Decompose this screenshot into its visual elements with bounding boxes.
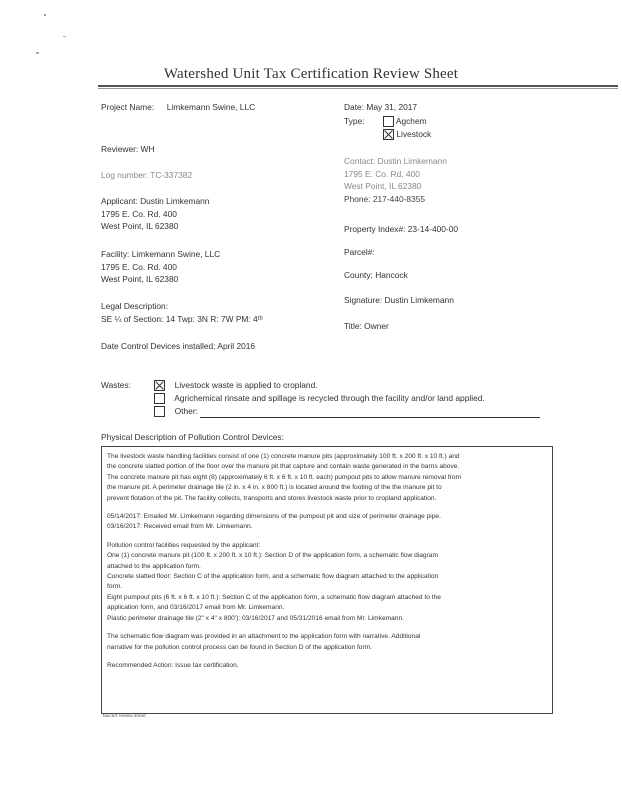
p3-line: attached to the application form. — [107, 562, 201, 570]
p1-line: the manure pit. A perimeter drainage tile (2 in. x 4 in. x 800 ft.) is located around the footing of the the manure pit to — [107, 484, 442, 492]
legal-description-block — [101, 300, 263, 325]
project-name-row — [101, 101, 255, 114]
scan-speck — [36, 52, 39, 54]
legal-description-value: SE ¼ of Section: 14 Twp: 3N R: 7W PM: 4ᵗʰ — [101, 313, 263, 324]
waste-livestock-checkbox-checked[interactable] — [154, 380, 165, 391]
scan-speck — [44, 14, 46, 16]
waste-option-livestock — [154, 379, 318, 392]
facility-address: 1795 E. Co. Rd. 400 — [101, 261, 177, 272]
physical-description-heading: Physical Description of Pollution Control Devices: — [101, 432, 284, 442]
reviewer: Reviewer: WH — [101, 144, 155, 154]
title-rule — [98, 85, 618, 87]
type-label: Type: — [344, 116, 365, 126]
p1-line: prevent flotation of the pit. The facility collects, transports and stores livestock waste prior to cropland application. — [107, 494, 437, 502]
date-installed: Date Control Devices installed: April 2016 — [101, 341, 256, 351]
p3-line: Concrete slatted floor: Section C of the application form, and a schematic flow diagram attached to the application — [107, 573, 439, 581]
p3-line: form. — [107, 583, 123, 591]
waste-option-other — [154, 405, 540, 418]
project-name-value: Limkemann Swine, LLC — [166, 102, 256, 112]
page-title: Watershed Unit Tax Certification Review Sheet — [163, 66, 459, 82]
p3-line: Pollution control facilities requested by the applicant: — [107, 541, 261, 549]
applicant-block — [101, 195, 209, 233]
waste-agrichemical-label: Agrichemical rinsate and spillage is recycled through the facility and/or land applied. — [174, 393, 485, 403]
recommended-action: Recommended Action: Issue tax certification. — [107, 661, 239, 669]
parcel: Parcel#: — [344, 247, 375, 257]
waste-other-checkbox[interactable] — [154, 406, 165, 417]
contact-phone: Phone: 217-440-8355 — [344, 193, 426, 204]
physical-description-text — [107, 452, 461, 671]
property-index: Property Index#: 23-14-400-00 — [344, 224, 459, 234]
facility-block — [101, 248, 220, 286]
waste-livestock-label: Livestock waste is applied to cropland. — [174, 380, 318, 390]
wastes-label: Wastes: — [101, 380, 131, 390]
waste-option-agrichemical — [154, 392, 485, 405]
log-number: Log number: TC-337382 — [101, 170, 193, 180]
p3-line: Plastic perimeter drainage tile (2" x 4" x 800'): 03/16/2017 and 05/31/2016 email from Mr. Limkemann. — [107, 614, 404, 622]
scan-speck — [63, 36, 66, 37]
p2-line: 05/14/2017: Emailed Mr. Limkemann regarding dimensions of the pumpout pit and size of perimeter drainage pipe. — [107, 513, 441, 521]
p1-line: The livestock waste handling facilities consist of one (1) concrete manure pits (approximately 100 ft. x 200 ft. x 10 ft.) and — [107, 453, 460, 460]
facility-city: West Point, IL 62380 — [101, 274, 179, 285]
p4-line: narrative for the pollution control process can be found in Section D of the application form. — [107, 643, 372, 651]
p3-line: application form, and 03/16/2017 email from Mr. Limkemann. — [107, 604, 285, 612]
signature: Signature: Dustin Limkemann — [344, 295, 454, 305]
p1-line: the concrete slatted portion of the floor over the manure pit that capture and contain waste generated in the barns above. — [107, 463, 460, 471]
p2-line: 03/16/2017: Received email from Mr. Limkemann. — [107, 523, 253, 531]
contact-city: West Point, IL 62380 — [344, 181, 422, 192]
other-blank-line — [200, 408, 540, 418]
county: County: Hancock — [344, 270, 408, 280]
type-option-agchem — [383, 115, 427, 128]
waste-agrichemical-checkbox[interactable] — [154, 393, 165, 404]
p1-line: The concrete manure pit has eight (8) (approximately 6 ft. x 6 ft. x 10 ft. each) pumpout pits to allow manure removal from — [107, 473, 462, 481]
agchem-checkbox[interactable] — [383, 116, 394, 127]
footer-note: taxcert review sheet — [103, 714, 146, 719]
title-rule-secondary — [98, 88, 618, 89]
p3-line: Eight pumpout pits (6 ft. x 6 ft. x 10 ft.): Section C of the application form, a schematic flow diagram attached to the — [107, 593, 441, 601]
p3-line: One (1) concrete manure pit (100 ft. x 200 ft. x 10 ft.): Section D of the application form, a schematic flow diagram — [107, 552, 438, 560]
p4-line: The schematic flow diagram was provided in an attachment to the application form with narrative. Additional — [107, 633, 421, 641]
applicant-name: Applicant: Dustin Limkemann — [101, 196, 210, 206]
legal-description-label: Legal Description: — [101, 301, 169, 311]
waste-other-label: Other: — [174, 406, 198, 416]
contact-name: Contact: Dustin Limkemann — [344, 156, 447, 166]
facility-name: Facility: Limkemann Swine, LLC — [101, 249, 221, 259]
contact-block — [344, 155, 447, 205]
applicant-address: 1795 E. Co. Rd. 400 — [101, 208, 177, 219]
type-option-livestock — [383, 128, 431, 141]
livestock-checkbox-checked[interactable] — [383, 129, 394, 140]
applicant-city: West Point, IL 62380 — [101, 221, 179, 232]
review-date: Date: May 31, 2017 — [344, 102, 418, 112]
owner-title: Title: Owner — [344, 321, 389, 331]
agchem-label: Agchem — [395, 116, 427, 126]
contact-address: 1795 E. Co. Rd. 400 — [344, 168, 420, 179]
livestock-label: Livestock — [396, 129, 432, 139]
project-name-label: Project Name: — [101, 102, 155, 112]
